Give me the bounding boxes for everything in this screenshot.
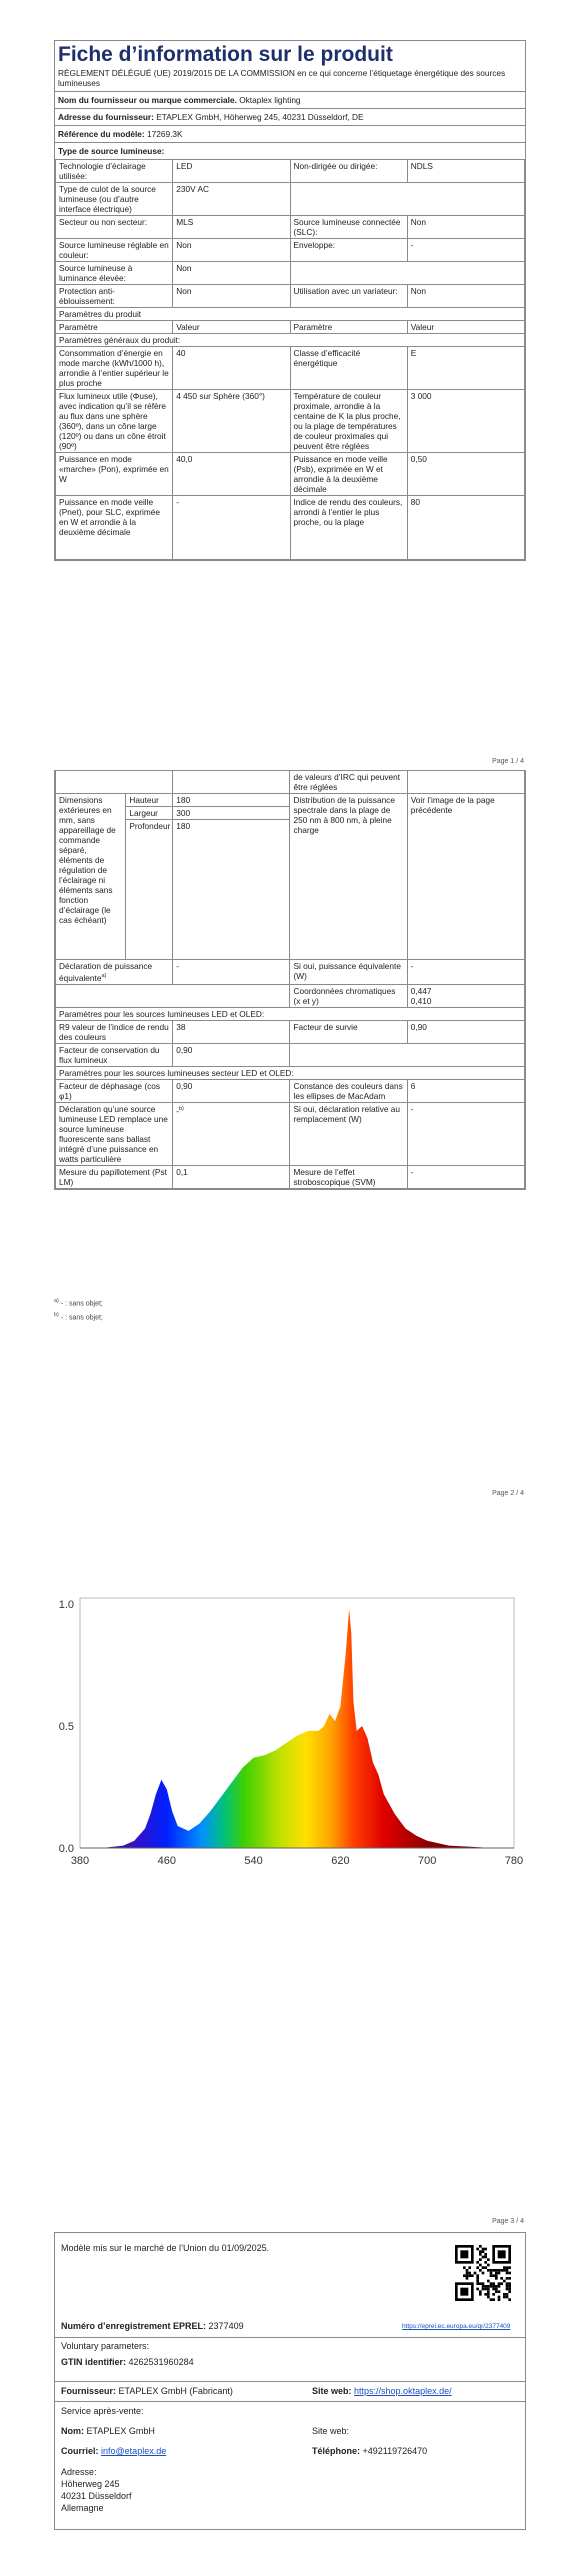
regulation-text: RÈGLEMENT DÉLÉGUÉ (UE) 2019/2015 DE LA COMMISSION en ce qui concerne l’étiquetage énergétique des sources lumineuses <box>58 68 506 88</box>
supplier-row: Nom du fournisseur ou marque commerciale. Oktaplex lighting <box>55 91 525 108</box>
model-row: Référence du modèle: 17269.3K <box>55 125 525 142</box>
footnote-a: $^{a)}$ - : sans objet; <box>54 1298 103 1308</box>
model-value: 17269.3K <box>147 129 183 139</box>
x-tick-label: 460 <box>157 1855 176 1867</box>
address-row: Adresse du fournisseur: ETAPLEX GmbH, Höherweg 245, 40231 Düsseldorf, DE <box>55 108 525 125</box>
y-tick-label: 1.0 <box>58 1599 74 1611</box>
eprel-row: Numéro d’enregistrement EPREL: 2377409 <box>61 2321 244 2331</box>
voluntary-header: Voluntary parameters: <box>61 2341 150 2351</box>
page-number: Page 2 / 4 <box>492 1490 524 1497</box>
general-header-row: Paramètres généraux du produit: <box>56 334 525 347</box>
table-row: Puissance en mode «marche» (Pon), exprimée en W 40,0 Puissance en mode veille (Psb), exprimée en W et arrondie à la deuxième décimale 0,50 <box>56 453 525 496</box>
x-tick-label: 540 <box>244 1855 263 1867</box>
table-row: Protection anti-éblouissement: Non Utilisation avec un variateur: Non <box>56 285 525 308</box>
y-tick-label: 0.5 <box>58 1721 74 1733</box>
supplier-value: ETAPLEX GmbH (Fabricant) <box>118 2386 233 2396</box>
spectrum-area-group <box>80 1609 514 1848</box>
website-link[interactable]: https://shop.oktaplex.de/ <box>354 2386 452 2396</box>
table-row: Type de culot de la source lumineuse (ou d’autre interface électrique) 230V AC <box>56 183 525 216</box>
table-row: Largeur 300 <box>56 807 525 820</box>
page-number: Page 3 / 4 <box>492 2218 524 2225</box>
params-header-row: Paramètres du produit <box>56 308 525 321</box>
eprel-value: 2377409 <box>208 2321 244 2331</box>
mains-header-row: Paramètres pour les sources lumineuses secteur LED et OLED: <box>56 1066 525 1079</box>
eprel-info-page4 <box>54 2232 526 2530</box>
x-tick-label: 780 <box>504 1855 524 1867</box>
page-number: Page 1 / 4 <box>492 758 524 765</box>
table-row: de valeurs d’IRC qui peuvent être réglées <box>56 771 525 794</box>
product-info-sheet-page2 <box>54 770 526 1190</box>
service-website-label: Site web: <box>312 2426 350 2436</box>
table-row: Profondeur 180 <box>56 820 525 960</box>
supplier-value: Oktaplex lighting <box>239 95 301 105</box>
table-row: Source lumineuse à luminance élevée: Non <box>56 262 525 285</box>
table-row: Déclaration de puissance équivalente$^{a)}$ - Si oui, puissance équivalente (W) - <box>56 960 525 985</box>
gtin-row: GTIN identifier: 4262531960284 <box>61 2357 194 2367</box>
led-header-row: Paramètres pour les sources lumineuses LED et OLED: <box>56 1007 525 1020</box>
table-row: Déclaration qu’une source lumineuse LED remplace une source lumineuse fluorescente sans ballast intégré d’une puissance en watts particulière -$^{b)}$ Si oui, déclaration relative au remplacement (W) - <box>56 1102 525 1165</box>
spectral-distribution-chart <box>44 1590 534 1890</box>
market-text: Modèle mis sur le marché de l’Union du 01/09/2025. <box>61 2243 270 2253</box>
table-row: Technologie d’éclairage utilisée: LED Non-dirigée ou dirigée: NDLS <box>56 160 525 183</box>
service-phone-row: Téléphone: +492119726470 <box>312 2446 428 2456</box>
website-row: Site web: https://shop.oktaplex.de/ <box>312 2386 452 2396</box>
service-mail-link[interactable]: info@etaplex.de <box>101 2446 167 2456</box>
service-address: Adresse: Höherweg 245 40231 Düsseldorf Allemagne <box>61 2467 132 2513</box>
product-info-sheet-page1 <box>54 40 526 561</box>
table-row: Mesure du papillotement (Pst LM) 0,1 Mesure de l’effet stroboscopique (SVM) - <box>56 1165 525 1188</box>
table-row: Dimensions extérieures en mm, sans appareillage de commande séparé, éléments de régulation de l’éclairage ni éléments sans fonction d’éclairage (le cas échéant) Hauteur 180 Distribution de la puissance spectrale dans la plage de 250 nm à 800 nm, à pleine charge Voir l’image de la page précédente <box>56 794 525 807</box>
spectrum-area <box>80 1609 514 1848</box>
column-header-row: Paramètre Valeur Paramètre Valeur <box>56 321 525 334</box>
x-tick-label: 620 <box>331 1855 350 1867</box>
supplier-row: Fournisseur: ETAPLEX GmbH (Fabricant) <box>61 2386 233 2396</box>
document-title: Fiche d’information sur le produit <box>58 43 393 66</box>
x-tick-label: 700 <box>418 1855 437 1867</box>
y-tick-label: 0.0 <box>58 1843 74 1855</box>
table-row: R9 valeur de l’indice de rendu des couleurs 38 Facteur de survie 0,90 <box>56 1020 525 1043</box>
service-name-row: Nom: ETAPLEX GmbH <box>61 2426 155 2436</box>
table-row: Coordonnées chromatiques (x et y) 0,447 0,410 <box>56 984 525 1007</box>
eprel-link[interactable]: https://eprel.ec.europa.eu/qr/2377409 <box>402 2323 511 2330</box>
address-value: ETAPLEX GmbH, Höherweg 245, 40231 Düsseldorf, DE <box>156 112 364 122</box>
spectrum-svg <box>44 1590 534 1890</box>
gtin-value: 4262531960284 <box>128 2357 194 2367</box>
x-tick-label: 380 <box>70 1855 90 1867</box>
service-name-value: ETAPLEX GmbH <box>86 2426 155 2436</box>
parameters-table-continued <box>55 770 525 1189</box>
table-row: Consommation d’énergie en mode marche (kWh/1000 h), arrondie à l’entier supérieur le plus proche 40 Classe d’efficacité énergétique E <box>56 347 525 390</box>
table-row: Secteur ou non secteur: MLS Source lumineuse connectée (SLC): Non <box>56 216 525 239</box>
service-phone-value: +492119726470 <box>362 2446 428 2456</box>
table-row: Source lumineuse réglable en couleur: Non Enveloppe: - <box>56 239 525 262</box>
service-mail-row: Courriel: info@etaplex.de <box>61 2446 167 2456</box>
table-row: Flux lumineux utile (Φuse), avec indication qu’il se réfère au flux dans une sphère (360º), dans un cône large (120º) ou dans un cône étroit (90º) 4 450 sur Sphère (360°) Température de couleur proximale, arrondie à la centaine de K la plus proche, ou la plage de températures de couleur proximales qui peuvent être réglées 3 000 <box>56 390 525 453</box>
service-header: Service après-vente: <box>61 2406 144 2416</box>
type-header: Type de source lumineuse: <box>55 142 525 159</box>
qr-code-icon <box>455 2245 511 2301</box>
table-row: Facteur de conservation du flux lumineux 0,90 <box>56 1043 525 1066</box>
light-source-type-table <box>55 159 525 560</box>
table-row: Puissance en mode veille (Pnet), pour SLC, exprimée en W et arrondie à la deuxième décimale - Indice de rendu des couleurs, arrondi à l’entier le plus proche, ou la plage 80 <box>56 496 525 560</box>
footnote-b: $^{b)}$ - : sans objet; <box>54 1312 103 1322</box>
table-row: Facteur de déphasage (cos φ1) 0,90 Constance des couleurs dans les ellipses de MacAdam 6 <box>56 1079 525 1102</box>
